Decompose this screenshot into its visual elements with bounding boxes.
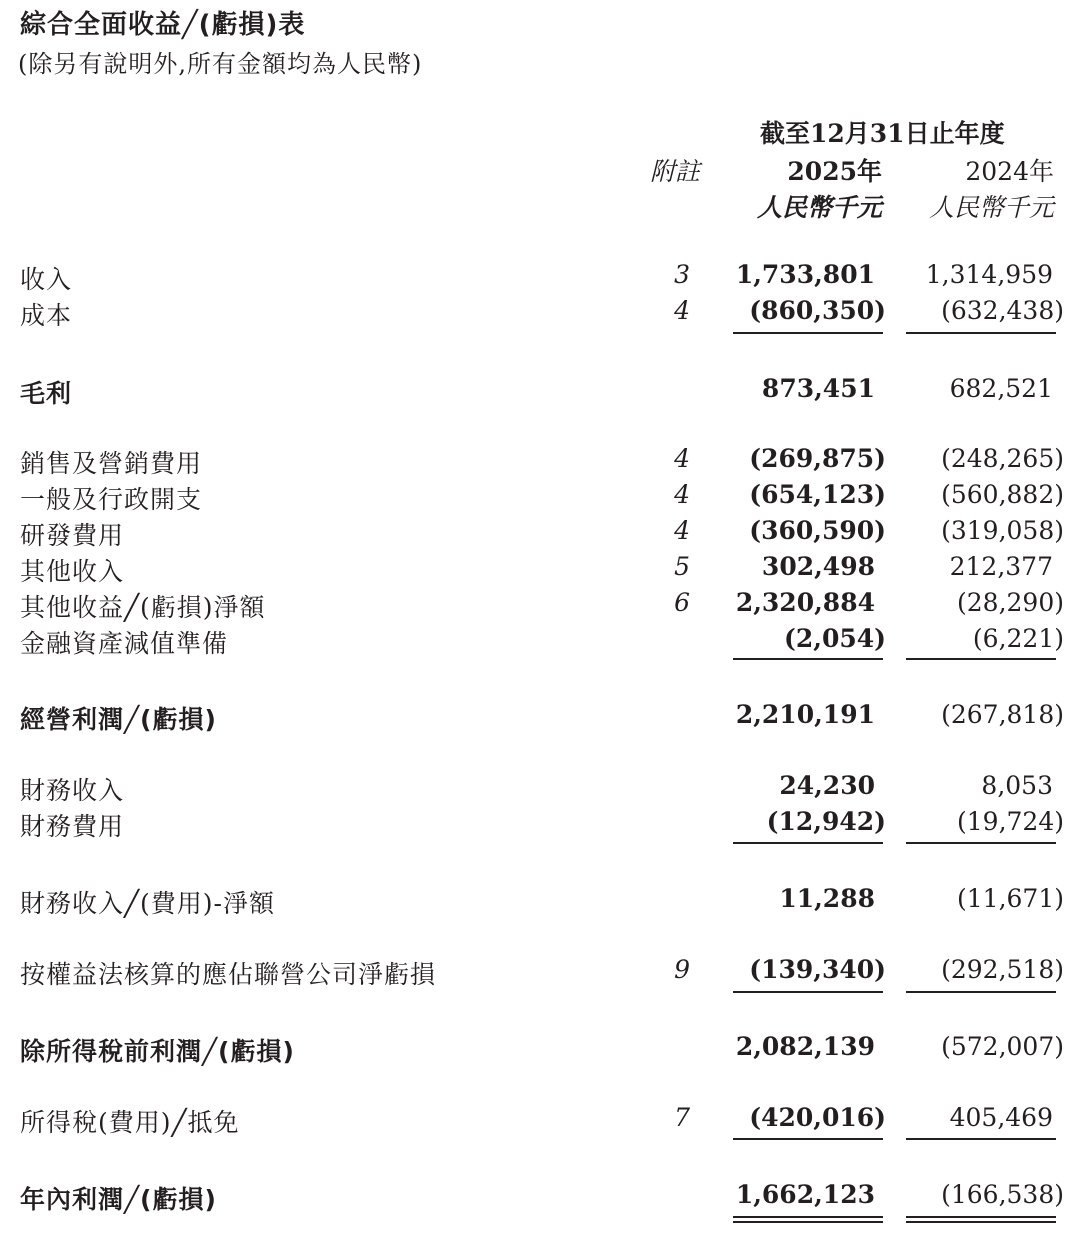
- value-2024: (166,538): [941, 1180, 1064, 1209]
- row-gross-profit: [0, 374, 1080, 410]
- subtotal-rule-2024: [906, 842, 1056, 844]
- value-2025: 1,662,123: [735, 1180, 875, 1209]
- row-other-gains-net: [0, 588, 1080, 624]
- subtotal-rule-2024: [906, 991, 1056, 993]
- row-label: 除所得稅前利潤╱(虧損): [20, 1037, 295, 1066]
- row-label: 財務收入╱(費用)-淨額: [20, 889, 276, 918]
- row-finance-costs: [0, 807, 1080, 843]
- row-share-of-associates: [0, 955, 1080, 991]
- subtotal-rule-2025: [733, 991, 883, 993]
- value-2025: (139,340): [749, 955, 886, 984]
- row-note: 4: [674, 480, 690, 509]
- row-label: 一般及行政開支: [20, 485, 203, 514]
- row-profit-before-tax: [0, 1032, 1080, 1068]
- value-2024: (19,724): [957, 807, 1064, 836]
- year-2024-header: 2024年: [965, 157, 1054, 186]
- row-label: 成本: [20, 301, 73, 330]
- row-operating-profit: [0, 700, 1080, 736]
- value-2025: 2,210,191: [735, 700, 875, 729]
- subtotal-rule-2025: [733, 842, 883, 844]
- value-2024: (28,290): [957, 588, 1064, 617]
- row-label: 按權益法核算的應佔聯營公司淨虧損: [20, 960, 437, 989]
- value-2025: (2,054): [784, 624, 886, 653]
- value-2025: (860,350): [749, 296, 886, 325]
- subtotal-rule-2025: [733, 658, 883, 660]
- value-2025: (269,875): [749, 444, 886, 473]
- value-2025: 2,320,884: [735, 588, 875, 617]
- row-note: 4: [674, 444, 690, 473]
- row-label: 其他收益╱(虧損)淨額: [20, 593, 266, 622]
- subtotal-rule-2024: [906, 332, 1056, 334]
- row-label: 收入: [20, 265, 73, 294]
- note-column-header: 附註: [650, 157, 701, 186]
- value-2024: (560,882): [941, 480, 1064, 509]
- value-2025: 302,498: [761, 552, 875, 581]
- page-title: 綜合全面收益╱(虧損)表: [20, 10, 306, 40]
- period-header: 截至12月31日止年度: [760, 119, 1005, 148]
- row-impairment: [0, 624, 1080, 660]
- row-finance-net: [0, 884, 1080, 920]
- subtotal-rule-2025: [733, 1138, 883, 1140]
- row-cost: [0, 296, 1080, 332]
- row-admin-expenses: [0, 480, 1080, 516]
- subtotal-rule-2024: [906, 658, 1056, 660]
- subtotal-rule-2024: [906, 1138, 1056, 1140]
- value-2024: 682,521: [949, 374, 1053, 403]
- row-label: 銷售及營銷費用: [20, 449, 203, 478]
- row-label: 經營利潤╱(虧損): [20, 705, 217, 734]
- value-2024: (6,221): [972, 624, 1064, 653]
- value-2024: 8,053: [981, 771, 1053, 800]
- row-profit-for-year: [0, 1180, 1080, 1216]
- value-2025: (12,942): [766, 807, 886, 836]
- row-label: 毛利: [20, 379, 73, 408]
- row-note: 4: [674, 516, 690, 545]
- value-2024: (267,818): [941, 700, 1064, 729]
- value-2024: 405,469: [949, 1103, 1053, 1132]
- value-2024: 212,377: [949, 552, 1053, 581]
- row-label: 金融資產減值準備: [20, 629, 229, 658]
- row-note: 6: [674, 588, 690, 617]
- row-other-income: [0, 552, 1080, 588]
- value-2024: 1,314,959: [925, 260, 1053, 289]
- value-2024: (292,518): [941, 955, 1064, 984]
- value-2025: 24,230: [779, 771, 875, 800]
- value-2024: (632,438): [941, 296, 1064, 325]
- value-2025: 873,451: [761, 374, 875, 403]
- value-2025: 11,288: [779, 884, 875, 913]
- year-2025-header: 2025年: [787, 157, 882, 186]
- row-label: 財務收入: [20, 776, 125, 805]
- total-double-rule-2024: [906, 1216, 1056, 1223]
- unit-2025-header: 人民幣千元: [756, 193, 882, 222]
- row-selling-expenses: [0, 444, 1080, 480]
- value-2024: (319,058): [941, 516, 1064, 545]
- value-2024: (572,007): [941, 1032, 1064, 1061]
- row-finance-income: [0, 771, 1080, 807]
- row-label: 其他收入: [20, 557, 125, 586]
- row-label: 年內利潤╱(虧損): [20, 1185, 217, 1214]
- row-revenue: [0, 260, 1080, 296]
- value-2025: (360,590): [749, 516, 886, 545]
- row-rd-expenses: [0, 516, 1080, 552]
- value-2025: 2,082,139: [735, 1032, 875, 1061]
- value-2024: (248,265): [941, 444, 1064, 473]
- row-label: 財務費用: [20, 812, 125, 841]
- page-subtitle: (除另有說明外,所有金額均為人民幣): [18, 50, 423, 78]
- row-label: 研發費用: [20, 521, 125, 550]
- row-note: 7: [674, 1103, 690, 1132]
- row-income-tax: [0, 1103, 1080, 1139]
- value-2024: (11,671): [957, 884, 1064, 913]
- total-double-rule-2025: [733, 1216, 883, 1223]
- row-note: 5: [674, 552, 690, 581]
- subtotal-rule-2025: [733, 332, 883, 334]
- row-note: 3: [674, 260, 690, 289]
- value-2025: 1,733,801: [735, 260, 875, 289]
- value-2025: (420,016): [749, 1103, 886, 1132]
- row-note: 4: [674, 296, 690, 325]
- row-note: 9: [674, 955, 690, 984]
- row-label: 所得稅(費用)╱抵免: [20, 1108, 240, 1137]
- unit-2024-header: 人民幣千元: [928, 193, 1054, 222]
- value-2025: (654,123): [749, 480, 886, 509]
